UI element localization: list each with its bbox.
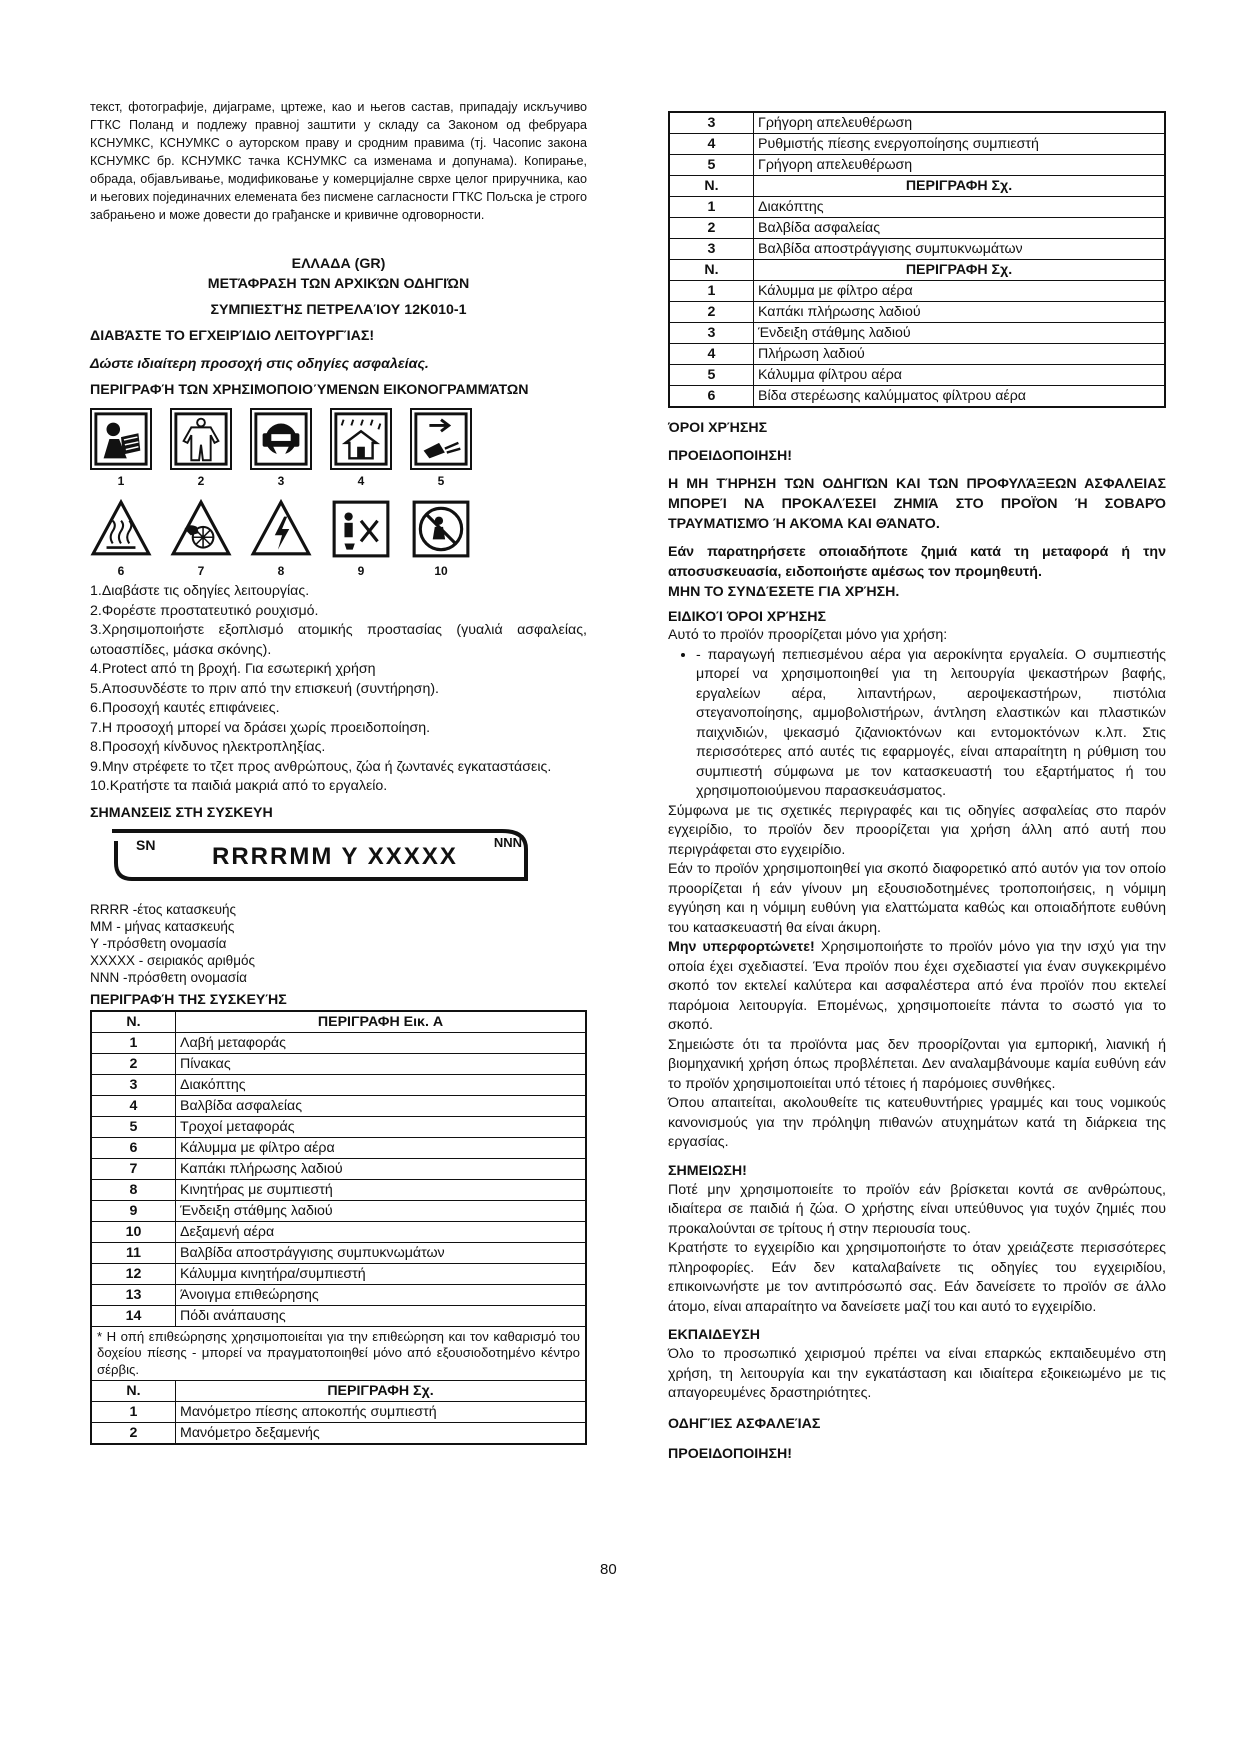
table-row [91,1221,586,1242]
table-row [91,1137,586,1158]
table-row [669,112,1165,134]
row-desc: Πλήρωση λαδιού [754,344,1166,365]
legend-item: NNN -πρόσθετη ονομασία [90,969,247,985]
safety-warning: ΠΡΟΕΙΔΟΠΟΙΗΣΗ! [668,1445,792,1462]
row-number: 2 [669,302,754,323]
plate-sn: SN [136,836,156,853]
row-desc: Ρυθμιστής πίεσης ενεργοποίησης συμπιεστή [754,134,1166,155]
legend-item: MM - μήνας κατασκευής [90,918,235,934]
terms-para: Σύμφωνα με τις σχετικές περιγραφές και τις οδηγίες ασφαλείας στο παρόν εγχειρίδιο, το προϊόν δεν προορίζεται για χρήση άλλη από αυτή που περιγράφεται στο εγχειρίδιο. [668,802,1166,858]
special-terms-title: ΕΙΔΙΚΟΊ ΌΡΟΙ ΧΡΉΣΗΣ [668,609,826,625]
col-desc-header: ΠΕΡΙΓΡΑΦΗ Σχ. [754,176,1166,197]
table-header-row [669,260,1165,281]
electric-shock-icon [250,498,312,560]
device-table-a [90,1010,587,1446]
row-number: 3 [669,239,754,260]
pictogram-number: 8 [277,564,285,578]
row-number: 4 [669,344,754,365]
row-desc: Λαβή μεταφοράς [176,1032,587,1053]
row-number: 2 [669,218,754,239]
row-number: 13 [91,1284,176,1305]
table-row [91,1242,586,1263]
row-number: 6 [91,1137,176,1158]
training-text: Όλο το προσωπικό χειρισμού πρέπει να είναι επαρκώς εκπαιδευμένο στη χρήση, τη λειτουργία και την εγκατάσταση και ιδιαίτερα εξοικειωμένο με τις απαγορευμένες δραστηριότητες. [668,1346,1166,1401]
note-para: Κρατήστε το εγχειρίδιο και χρησιμοποιήστε το όταν χρειάζεστε περισσότερες πληροφορίες. Εάν δεν καταλαβαίνετε τις οδηγίες του εγχειριδίου, επικοινωνήστε με τον αντιπρόσωπό σας. Εάν δανείσετε το προϊόν σε άλλο άτομο, είναι απαραίτητο να δανείσετε μαζί του και αυτό το εγχειρίδιο. [668,1240,1166,1315]
row-desc: Κάλυμμα με φίλτρο αέρα [754,281,1166,302]
row-number: 6 [669,386,754,408]
row-desc: Βαλβίδα ασφαλείας [754,218,1166,239]
row-desc: Βαλβίδα αποστράγγισης συμπυκνωμάτων [176,1242,587,1263]
row-desc: Καπάκι πλήρωσης λαδιού [754,302,1166,323]
pictogram-number: 4 [357,474,365,488]
terms-warning-text: Η ΜΗ ΤΉΡΗΣΗ ΤΩΝ ΟΔΗΓΙΏΝ ΚΑΙ ΤΩΝ ΠΡΟΦΥΛΆΞΕΩΝ ΑΣΦΑΛΕΙΑΣ ΜΠΟΡΕΊ ΝΑ ΠΡΟΚΑΛΈΣΕΙ ΖΗΜΙΆ ΣΤΟ ΠΡΟΪΌΝ Ή ΣΟΒΑΡΌ ΤΡΑΥΜΑΤΙΣΜΌ Ή ΑΚΌΜΑ ΚΑΙ ΘΆΝΑΤΟ. [668,476,1166,532]
pictogram-row-2 [90,498,587,560]
table-header-row [91,1381,586,1402]
table-row [91,1305,586,1326]
col-desc-header: ΠΕΡΙΓΡΑΦΗ Σχ. [754,260,1166,281]
pictogram-desc: 5.Αποσυνδέστε το πριν από την επισκευή (συντήρηση). [90,680,439,697]
pictogram-descriptions [90,582,587,797]
row-number: 4 [91,1095,176,1116]
row-desc: Ένδειξη στάθμης λαδιού [176,1200,587,1221]
overload-bold: Μην υπερφορτώνετε! [668,939,815,955]
row-number: 2 [91,1053,176,1074]
row-number: 7 [91,1158,176,1179]
table-row [91,1423,586,1445]
protective-equipment-icon [250,408,312,470]
col-n-header: N. [669,176,754,197]
list-item: • - παραγωγή πεπιεσμένου αέρα για αεροκίνητα εργαλεία. Ο συμπιεστής μπορεί να χρησιμοποιηθεί για τη λειτουργία ψεκαστήρων βαφής, εργαλείων αέρα, λιπαντήρων, αεροψεκαστήρων, πιστόλια στεγανοποίησης, αμμοβολιστήρων, άντληση ελαστικών και πλαστικών παιχνιδιών, ψεκασμό ζιζανιοκτόνων και εντομοκτόνων κ.λπ. Στις περισσότερες από αυτές τις εφαρμογές, είναι απαραίτητη η ρύθμιση του συμπιεστή σύμφωνα με τον κατασκευαστή του εξαρτήματος ή του χρησιμοποιούμενου παρασκευάσματος. [696,646,1166,802]
automatic-start-icon [170,498,232,560]
usage-list [668,646,1166,802]
row-desc: Κάλυμμα φίλτρου αέρα [754,365,1166,386]
table-row [91,1179,586,1200]
pictogram-number: 6 [117,564,125,578]
col-n-header: N. [91,1011,176,1033]
pictogram-number: 3 [277,474,285,488]
row-desc: Βίδα στερέωσης καλύμματος φίλτρου αέρα [754,386,1166,408]
table-row [669,197,1165,218]
row-number: 1 [91,1402,176,1423]
left-column [90,98,587,1445]
table-row [669,386,1165,408]
terms-title: ΌΡΟΙ ΧΡΉΣΗΣ [668,420,768,436]
row-number: 3 [669,323,754,344]
rain-protection-icon [330,408,392,470]
safety-title: ΟΔΗΓΊΕΣ ΑΣΦΑΛΕΊΑΣ [668,1415,821,1432]
pictogram-desc: 2.Φορέστε προστατευτικό ρουχισμό. [90,602,319,619]
device-description-title: ΠΕΡΙΓΡΑΦΉ ΤΗΣ ΣΥΣΚΕΥΉΣ [90,991,287,1008]
read-manual-icon [90,408,152,470]
pictogram-number: 1 [117,474,125,488]
table-header-row [91,1011,586,1033]
table-row [669,344,1165,365]
row-desc: Βαλβίδα ασφαλείας [176,1095,587,1116]
table-row [91,1284,586,1305]
row-desc: Πίνακας [176,1053,587,1074]
serbian-copyright-text: текст, фотографије, дијаграме, цртеже, као и његов састав, припадају искључиво ГТКС Поланд и подлежу правној заштити у складу са Законом од фебруара КСНУМКС, КСНУМКС о ауторском праву и сродним правима (тј. Часопис закона КСНУМКС бр. КСНУМКС тачка КСНУМКС са изменама и допунама). Копирање, обрада, објављивање, модификовање у комерцијалне сврхе целог приручника, као и његових појединачних елемената без писмене сагласности ГТКС Пољска је строго забрањено и може довести до грађанске и кривичне одговорности. [90,100,588,222]
damage-text: Εάν παρατηρήσετε οποιαδήποτε ζημιά κατά τη μεταφορά ή την αποσυσκευασία, ειδοποιήστε αμέσως τον προμηθευτή. [668,544,1166,580]
legend-item: XXXXX - σειριακός αριθμός [90,952,255,968]
table-row [91,1053,586,1074]
pictogram-number: 9 [357,564,365,578]
pictogram-desc: 10.Κρατήστε τα παιδιά μακριά από το εργαλείο. [90,778,388,794]
training-title: ΕΚΠΑΙΔΕΥΣΗ [668,1327,761,1343]
col-n-header: N. [669,260,754,281]
table-row [669,239,1165,260]
table-row [669,302,1165,323]
row-number: 10 [91,1221,176,1242]
device-table-b [668,111,1166,408]
row-number: 11 [91,1242,176,1263]
plate-code: RRRRMM Y XXXXX [212,842,458,870]
row-desc: Διακόπτης [754,197,1166,218]
row-number: 12 [91,1263,176,1284]
markings-title: ΣΗΜΑΝΣΕΙΣ ΣΤΗ ΣΥΣΚΕΥΗ [90,804,273,821]
row-number: 5 [669,155,754,176]
row-number: 4 [669,134,754,155]
terms-warning: ΠΡΟΕΙΔΟΠΟΙΗΣΗ! [668,448,792,464]
row-desc: Μανόμετρο δεξαμενής [176,1423,587,1445]
pictogram-desc: 8.Προσοχή κίνδυνος ηλεκτροπληξίας. [90,739,326,755]
pictograms-title: ΠΕΡΙΓΡΑΦΉ ΤΩΝ ΧΡΗΣΙΜΟΠΟΙΟΎΜΕΝΩΝ ΕΙΚΟΝΟΓΡΑΜΜΆΤΩΝ [90,382,529,398]
row-desc: Διακόπτης [176,1074,587,1095]
row-number: 5 [91,1116,176,1137]
row-desc: Καπάκι πλήρωσης λαδιού [176,1158,587,1179]
row-desc: Μανόμετρο πίεσης αποκοπής συμπιεστή [176,1402,587,1423]
row-number: 9 [91,1200,176,1221]
row-desc: Κάλυμμα με φίλτρο αέρα [176,1137,587,1158]
row-desc: Τροχοί μεταφοράς [176,1116,587,1137]
read-manual-heading: ΔΙΑΒΆΣΤΕ ΤΟ ΕΓΧΕΙΡΊΔΙΟ ΛΕΙΤΟΥΡΓΊΑΣ! [90,328,375,344]
translation-heading: ΜΕΤΆΦΡΑΣΗ ΤΩΝ ΑΡΧΙΚΏΝ ΟΔΗΓΙΏΝ [207,276,470,292]
no-jet-at-people-icon [330,498,392,560]
do-not-connect: ΜΗΝ ΤΟ ΣΥΝΔΈΣΕΤΕ ΓΙΑ ΧΡΉΣΗ. [668,584,900,600]
col-desc-header: ΠΕΡΙΓΡΑΦΗ Εικ. A [176,1011,587,1033]
pictogram-numbers-2 [90,564,587,578]
page-number: 80 [600,1561,617,1578]
table-row [91,1402,586,1423]
row-desc: Δεξαμενή αέρα [176,1221,587,1242]
pictogram-number: 2 [197,474,205,488]
table-row [669,323,1165,344]
rating-plate [112,827,532,883]
row-desc: Κινητήρας με συμπιεστή [176,1179,587,1200]
overload-para [668,938,1166,1036]
legend-item: Y -πρόσθετη ονομασία [90,935,227,951]
inspection-note: * Η οπή επιθεώρησης χρησιμοποιείται για την επιθεώρηση και τον καθαρισμό του δοχείου πίεσης - μπορεί να πραγματοποιηθεί μόνο από εξουσιοδοτημένο κέντρο σέρβις. [91,1326,586,1381]
row-number: 1 [669,197,754,218]
row-desc: Πόδι ανάπαυσης [176,1305,587,1326]
pictogram-number: 7 [197,564,205,578]
row-desc: Κάλυμμα κινητήρα/συμπιεστή [176,1263,587,1284]
table-row [91,1074,586,1095]
row-number: 1 [669,281,754,302]
pictogram-desc: 6.Προσοχή καυτές επιφάνειες. [90,700,280,716]
row-desc: Ένδειξη στάθμης λαδιού [754,323,1166,344]
table-row [91,1263,586,1284]
note-para: Ποτέ μην χρησιμοποιείτε το προϊόν εάν βρίσκεται κοντά σε ανθρώπους, ιδιαίτερα σε παιδιά ή ζώα. Ο χρήστης είναι υπεύθυνος για τυχόν ζημιές που προκαλούνται σε τρίτους ή στην περιουσία τους. [668,1181,1166,1237]
row-desc: Γρήγορη απελευθέρωση [754,155,1166,176]
row-number: 1 [91,1032,176,1053]
table-row [91,1200,586,1221]
pictogram-row-1 [90,408,587,470]
table-row [91,1095,586,1116]
terms-para: Σημειώστε ότι τα προϊόντα μας δεν προορίζονται για εμπορική, λιανική ή βιομηχανική χρήση όπως προβλέπεται. Δεν αναλαμβάνουμε καμία ευθύνη εάν το προϊόν χρησιμοποιείται υπό τέτοιες ή παρόμοιες συνθήκες. [668,1036,1166,1092]
pictogram-number: 5 [437,474,445,488]
marking-legend [90,901,587,986]
pictogram-numbers-1 [90,474,587,488]
pictogram-grid [90,408,587,578]
row-number: 5 [669,365,754,386]
keep-children-away-icon [410,498,472,560]
overload-text: Χρησιμοποιήστε το προϊόν μόνο για την ισχύ για την οποία έχει σχεδιαστεί. Ένα προϊόν που έχει σχεδιαστεί για έναν συγκεκριμένο σκοπό τον εκτελεί καλύτερα και ασφαλέστερα από ένα προϊόν που εκτελεί παρόμοια λειτουργία. Επομένως, χρησιμοποιείτε πάντα το σωστό για το σκοπό. [668,939,1166,1033]
table-row [669,218,1165,239]
table-header-row [669,176,1165,197]
col-n-header: N. [91,1381,176,1402]
row-number: 3 [669,112,754,134]
pictogram-desc: 3.Χρησιμοποιήστε εξοπλισμό ατομικής προστασίας (γυαλιά ασφαλείας, ωτοασπίδες, μάσκα σκόνης). [90,622,587,658]
pictogram-desc: 1.Διαβάστε τις οδηγίες λειτουργίας. [90,583,310,599]
table-note-row [91,1326,586,1381]
row-number: 8 [91,1179,176,1200]
note-title: ΣΗΜΕΙΩΣΗ! [668,1162,747,1179]
special-terms-intro: Αυτό το προϊόν προορίζεται μόνο για χρήση: [668,627,948,643]
product-heading: ΣΥΜΠΙΕΣΤΉΣ ΠΕΤΡΕΛΑΊΟΥ 12K010-1 [210,302,467,318]
country-heading: ΕΛΛΑΔΑ (GR) [291,256,386,272]
row-desc: Άνοιγμα επιθεώρησης [176,1284,587,1305]
table-row [669,155,1165,176]
disconnect-icon [410,408,472,470]
terms-para: Όπου απαιτείται, ακολουθείτε τις κατευθυντήριες γραμμές και τους νομικούς κανονισμούς για την πρόληψη πιθανών ατυχημάτων κατά τη διάρκεια της εργασίας. [668,1095,1166,1150]
row-desc: Γρήγορη απελευθέρωση [754,112,1166,134]
legend-item: RRRR -έτος κατασκευής [90,901,237,917]
pictogram-desc: 9.Μην στρέφετε το τζετ προς ανθρώπους, ζώα ή ζωντανές εγκαταστάσεις. [90,758,552,775]
table-row [669,365,1165,386]
terms-para: Εάν το προϊόν χρησιμοποιηθεί για σκοπό διαφορετικό από αυτόν για τον οποίο προορίζεται ή εάν γίνουν μη εξουσιοδοτημένες τροποποιήσεις, η νόμιμη εγγύηση και η νόμιμη ευθύνη για ελαττώματα καθώς και οποιαδήποτε ευθύνη του κατασκευαστή θα είναι άκυρη. [668,861,1166,936]
col-desc-header: ΠΕΡΙΓΡΑΦΗ Σχ. [176,1381,587,1402]
table-row [91,1158,586,1179]
pictogram-desc: 4.Protect από τη βροχή. Για εσωτερική χρήση [90,661,376,677]
table-row [669,281,1165,302]
pictogram-number: 10 [434,564,448,578]
row-number: 2 [91,1423,176,1445]
pictogram-desc: 7.Η προσοχή μπορεί να δράσει χωρίς προειδοποίηση. [90,719,431,736]
plate-nnn: NNN [493,834,522,850]
table-row [91,1032,586,1053]
row-number: 3 [91,1074,176,1095]
protective-clothing-icon [170,408,232,470]
hot-surface-icon [90,498,152,560]
table-row [91,1116,586,1137]
table-row [669,134,1165,155]
attention-text: Δώστε ιδιαίτερη προσοχή στις οδηγίες ασφαλείας. [90,356,429,372]
row-desc: Βαλβίδα αποστράγγισης συμπυκνωμάτων [754,239,1166,260]
row-number: 14 [91,1305,176,1326]
right-column [668,111,1166,1464]
